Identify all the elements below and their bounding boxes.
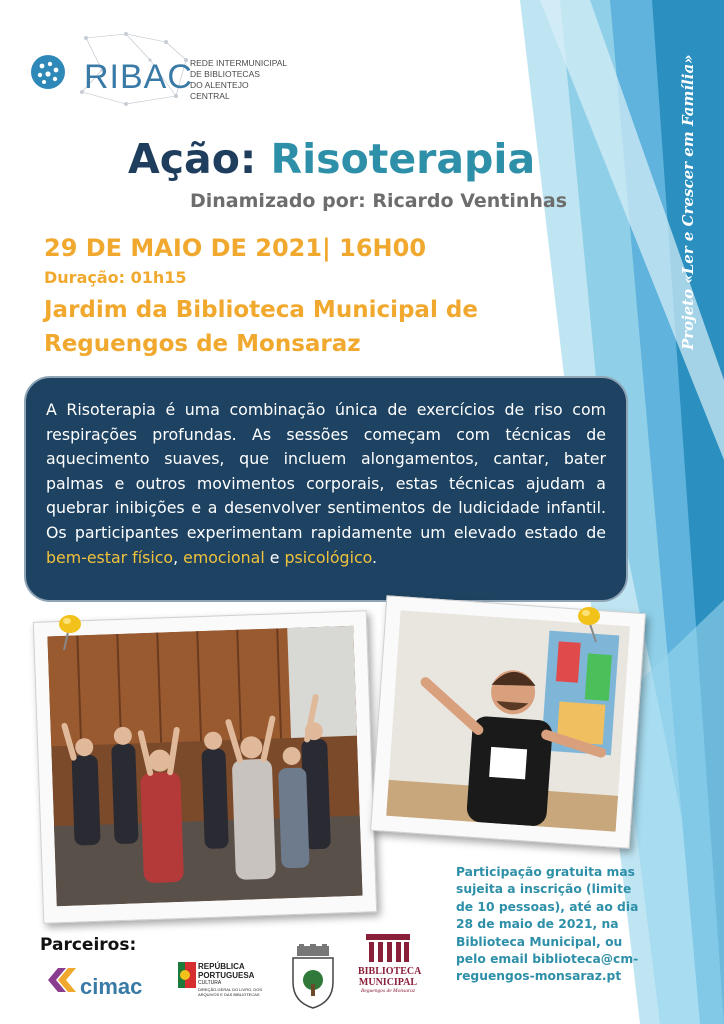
highlight-emotional: emocional [183, 547, 265, 567]
biblioteca-line-2: MUNICIPAL [358, 977, 418, 988]
ribac-subtitle-line-2: DE BIBLIOTECAS [190, 69, 260, 79]
event-title-prefix: Ação: [128, 135, 257, 183]
partners-heading: Parceiros: [40, 935, 137, 955]
republica-portuguesa-text [198, 962, 264, 997]
event-location [44, 293, 564, 361]
biblioteca-municipal-logo-icon [366, 934, 410, 964]
republica-line-4: DIREÇÃO-GERAL DO LIVRO, DOS ARQUIVOS E DAS BIBLIOTECAS [198, 987, 263, 997]
republica-line-3: CULTURA [198, 980, 222, 986]
description-separator-2: e [264, 547, 285, 567]
description-end: . [372, 547, 378, 567]
description-body: A Risoterapia é uma combinação única de exercícios de riso com respirações profundas. As sessões começam com técnicas de aquecimento suaves, que incluem alongamentos, cantar, bater palmas e outros movimentos corporais, estas técnicas ajudam a quebrar inibições e a desenvolver sentimentos de ludicidade infantil. Os participantes experimentam rapidamente um elevado estado de [46, 400, 606, 542]
photo-instructor [370, 595, 646, 849]
project-banner [676, 16, 696, 356]
ribac-logo-subtitle [190, 58, 290, 102]
pushpin-right-icon [574, 604, 604, 644]
group-session-image [47, 626, 362, 907]
event-title-main: Risoterapia [270, 135, 536, 183]
project-banner-text: Projeto «Ler e Crescer em Família» [679, 54, 697, 350]
highlight-psychological: psicológico [284, 547, 373, 567]
ribac-subtitle-line-1: REDE INTERMUNICIPAL [190, 58, 288, 68]
biblioteca-line-1: BIBLIOTECA [358, 966, 422, 977]
event-location-line-1: Jardim da Biblioteca Municipal de [44, 297, 478, 323]
republica-line-2: PORTUGUESA [198, 971, 255, 980]
pushpin-left-icon [54, 612, 84, 652]
photo-group-session [33, 610, 377, 923]
biblioteca-line-3: Reguengos de Monsaraz [360, 988, 416, 994]
event-date-time: 29 DE MAIO DE 2021| 16H00 [44, 234, 427, 262]
ribac-logo-text: RIBAC [84, 58, 193, 96]
participation-info: Participação gratuita mas sujeita a inscrição (limite de 10 pessoas), até ao dia 28 de maio de 2021, na Biblioteca Municipal, ou pelo email biblioteca@cm-reguengos-monsaraz.pt [456, 865, 639, 984]
republica-line-1: REPÚBLICA [198, 962, 245, 971]
event-duration: Duração: 01h15 [44, 268, 187, 287]
description-separator-1: , [173, 547, 184, 567]
cimac-logo-icon [44, 962, 80, 998]
biblioteca-municipal-text [358, 966, 422, 995]
event-title [128, 134, 535, 184]
event-byline: Dinamizado por: Ricardo Ventinhas [190, 190, 568, 212]
cimac-logo-text: cimac [80, 974, 143, 999]
event-location-line-2: Reguengos de Monsaraz [44, 331, 361, 357]
municipal-coat-of-arms-icon [285, 944, 341, 1010]
ribac-subtitle-line-3: DO ALENTEJO CENTRAL [190, 80, 249, 101]
highlight-physical: bem-estar físico [46, 547, 174, 567]
republica-portuguesa-logo-icon [178, 962, 196, 988]
description-text [46, 398, 606, 570]
